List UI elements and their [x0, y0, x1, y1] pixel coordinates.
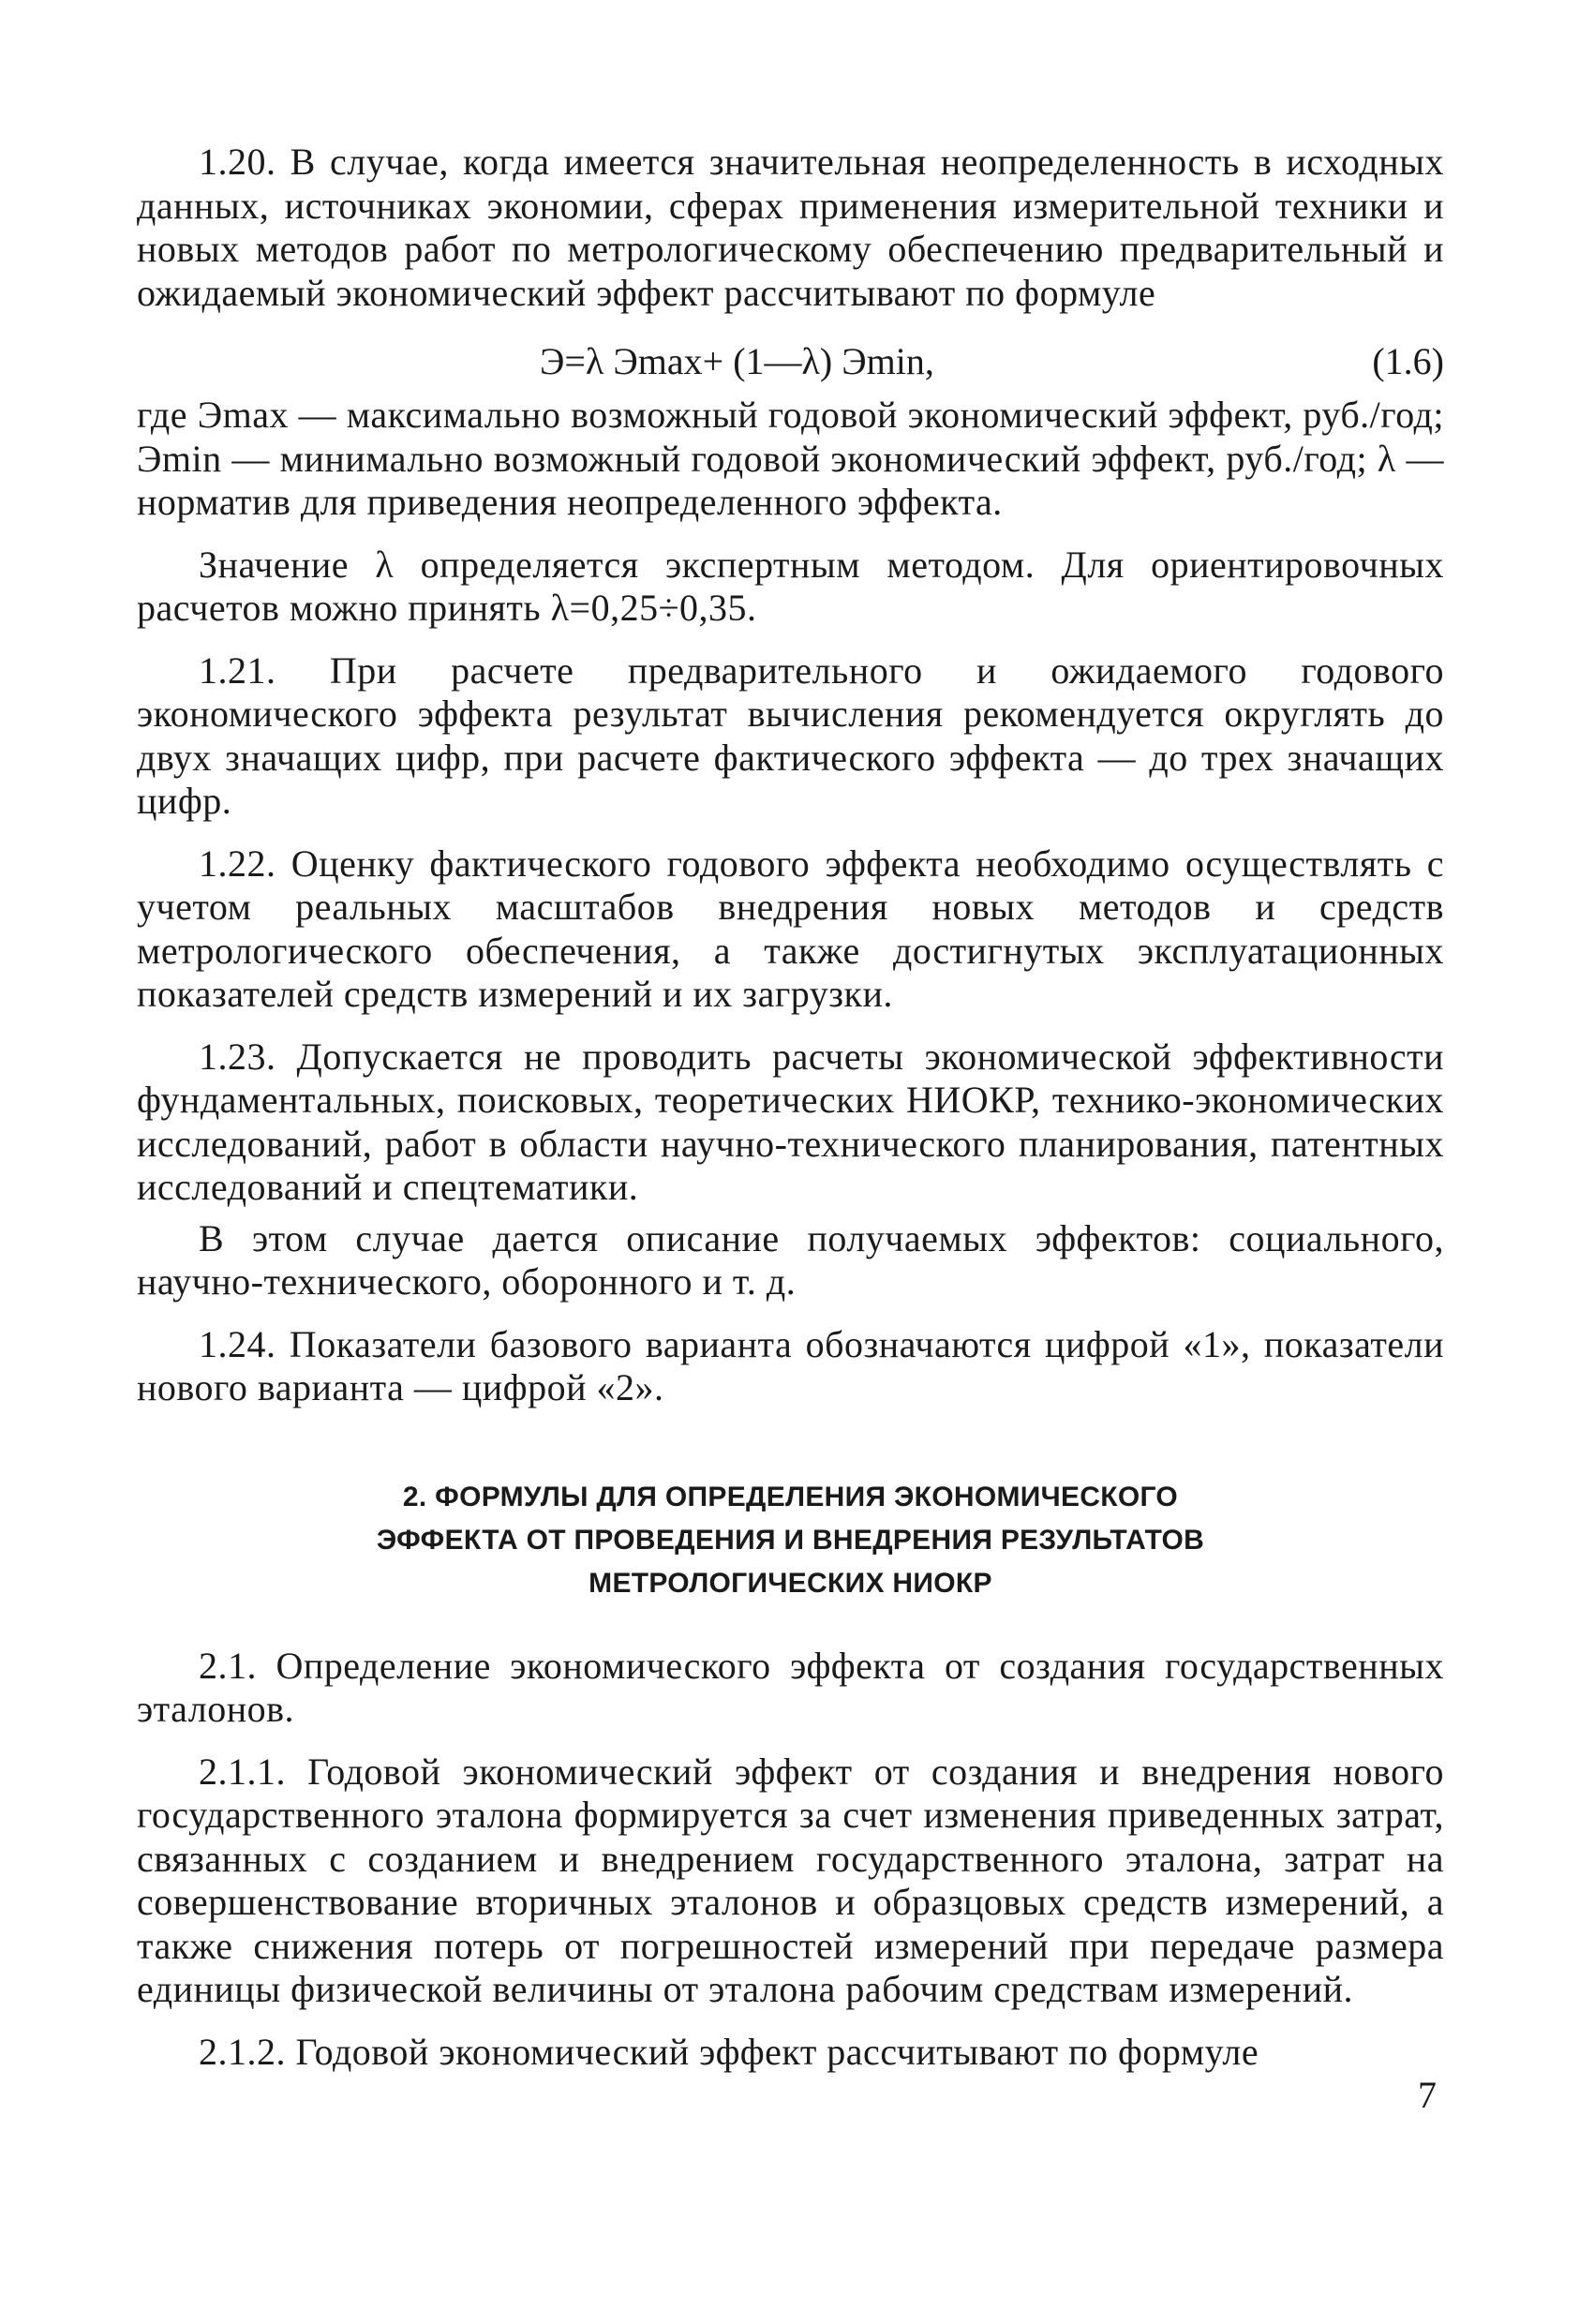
page-number: 7: [1418, 2074, 1437, 2116]
section-heading: [137, 1476, 1444, 1605]
section-heading-line-1: 2. ФОРМУЛЫ ДЛЯ ОПРЕДЕЛЕНИЯ ЭКОНОМИЧЕСКОГО: [402, 1481, 1179, 1512]
paragraph-lambda-value: Значение λ определяется экспертным методом. Для ориентировочных расчетов можно принять λ=0,25÷0,35.: [137, 543, 1444, 629]
paragraph-formula-legend: где Эmax — максимально возможный годовой экономический эффект, руб./год; Эmin — минимально возможный годовой экономический эффект, руб./год; λ — норматив для приведения неопределенного эффекта.: [137, 394, 1444, 523]
paragraph-1-22: 1.22. Оценку фактического годового эффекта необходимо осуществлять с учетом реальных масштабов внедрения новых методов и средств метрологического обеспечения, а также достигнутых эксплуатационных показателей средств измерений и их загрузки.: [137, 842, 1444, 1015]
paragraph-1-24: 1.24. Показатели базового варианта обозначаются цифрой «1», показатели нового варианта — цифрой «2».: [137, 1322, 1444, 1408]
section-heading-line-2: ЭФФЕКТА ОТ ПРОВЕДЕНИЯ И ВНЕДРЕНИЯ РЕЗУЛЬТАТОВ: [376, 1524, 1205, 1556]
paragraph-1-21: 1.21. При расчете предварительного и ожидаемого годового экономического эффекта результат вычисления рекомендуется округлять до двух значащих цифр, при расчете фактического эффекта — до трех значащих цифр.: [137, 648, 1444, 822]
formula-expression: Э=λ Эmax+ (1—λ) Эmin,: [540, 340, 934, 382]
paragraph-2-1: 2.1. Определение экономического эффекта от создания государственных эталонов.: [137, 1644, 1444, 1730]
section-heading-line-3: МЕТРОЛОГИЧЕСКИХ НИОКР: [588, 1567, 992, 1599]
paragraph-2-1-1: 2.1.1. Годовой экономический эффект от создания и внедрения нового государственного эталона формируется за счет изменения приведенных затрат, связанных с созданием и внедрением государственного эталона, затрат на совершенствование вторичных эталонов и образцовых средств измерений, а также снижения потерь от погрешностей измерений при передаче размера единицы физической величины от эталона рабочим средствам измерений.: [137, 1750, 1444, 2010]
formula-number: (1.6): [1372, 340, 1444, 382]
paragraph-effects-description: В этом случае дается описание получаемых эффектов: социального, научно-технического, оборонного и т. д.: [137, 1216, 1444, 1303]
formula-1-6: [137, 334, 1444, 390]
document-page: [137, 141, 1444, 2093]
paragraph-1-23: 1.23. Допускается не проводить расчеты экономической эффективности фундаментальных, поисковых, теоретических НИОКР, технико-экономических исследований, работ в области научно-технического планирования, патентных исследований и спецтематики.: [137, 1035, 1444, 1208]
paragraph-1-20: 1.20. В случае, когда имеется значительная неопределенность в исходных данных, источниках экономии, сферах применения измерительной техники и новых методов работ по метрологическому обеспечению предварительный и ожидаемый экономический эффект рассчитывают по формуле: [137, 141, 1444, 314]
paragraph-2-1-2: 2.1.2. Годовой экономический эффект рассчитывают по формуле: [199, 2030, 1259, 2073]
